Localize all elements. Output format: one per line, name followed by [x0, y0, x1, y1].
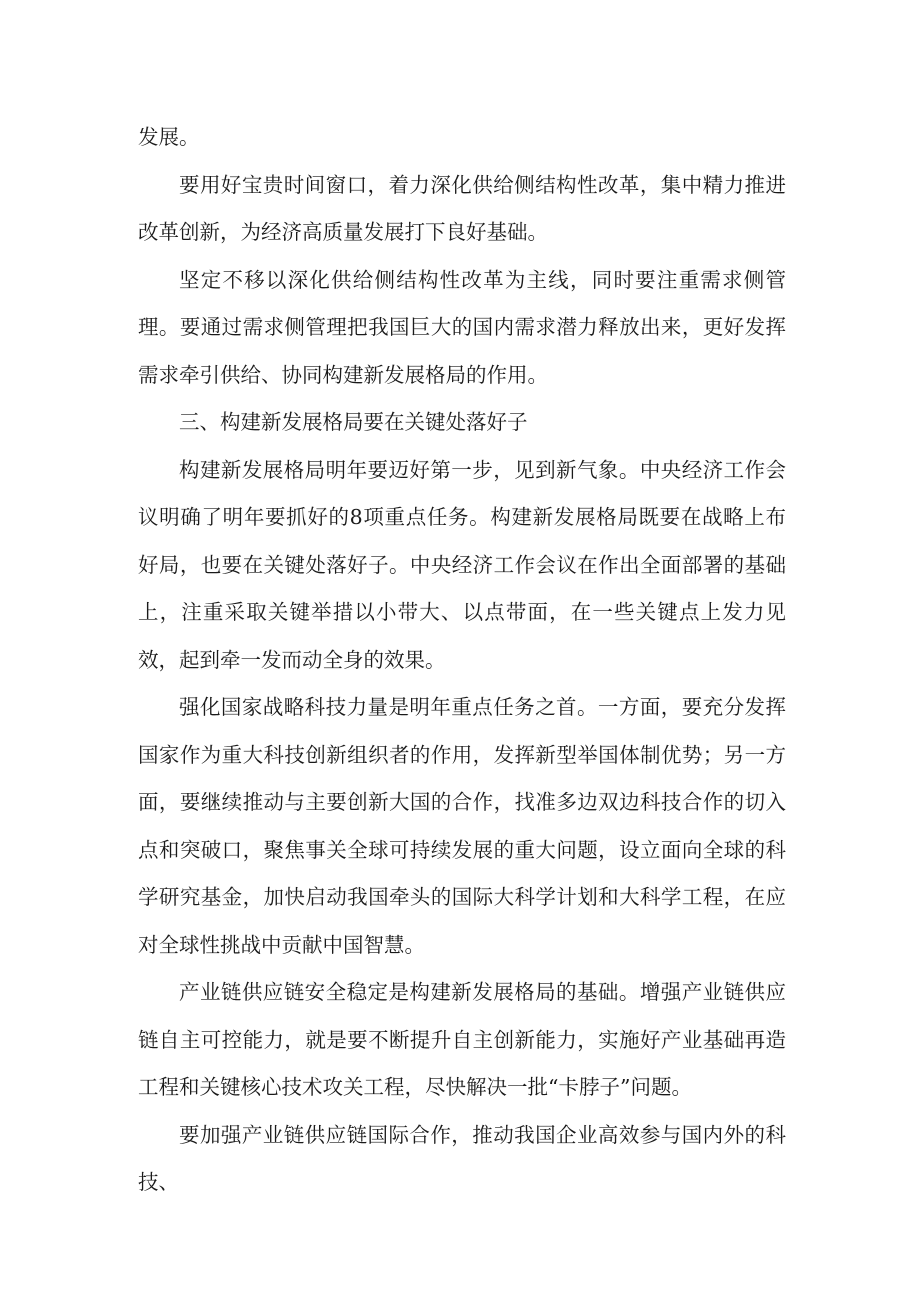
document-body [138, 0, 786, 1207]
paragraph-international-cooperation: 要加强产业链供应链国际合作，推动我国企业高效参与国内外的科技、 [138, 1122, 786, 1194]
section-heading: 三、构建新发展格局要在关键处落好子 [179, 410, 528, 434]
paragraph-demand-side: 坚定不移以深化供给侧结构性改革为主线，同时要注重需求侧管理。要通过需求侧管理把我国巨大的国内需求潜力释放出来，更好发挥需求牵引供给、协同构建新发展格局的作用。 [138, 267, 786, 387]
paragraph-time-window: 要用好宝贵时间窗口，着力深化供给侧结构性改革，集中精力推进改革创新，为经济高质量发展打下良好基础。 [138, 172, 786, 244]
paragraph-first-step: 构建新发展格局明年要迈好第一步，见到新气象。中央经济工作会议明确了明年要抓好的8项重点任务。构建新发展格局既要在战略上布好局，也要在关键处落好子。中央经济工作会议在作出全面部署的基础上，注重采取关键举措以小带大、以点带面，在一些关键点上发力见效，起到牵一发而动全身的效果。 [138, 457, 786, 672]
paragraph-science-tech: 强化国家战略科技力量是明年重点任务之首。一方面，要充分发挥国家作为重大科技创新组织者的作用，发挥新型举国体制优势；另一方面，要继续推动与主要创新大国的合作，找准多边双边科技合作的切入点和突破口，聚焦事关全球可持续发展的重大问题，设立面向全球的科学研究基金，加快启动我国牵头的国际大科学计划和大科学工程，在应对全球性挑战中贡献中国智慧。 [138, 695, 786, 957]
paragraph-continuation: 发展。 [138, 125, 200, 149]
paragraph-supply-chain: 产业链供应链安全稳定是构建新发展格局的基础。增强产业链供应链自主可控能力，就是要不断提升自主创新能力，实施好产业基础再造工程和关键核心技术攻关工程，尽快解决一批“卡脖子”问题。 [138, 980, 786, 1099]
